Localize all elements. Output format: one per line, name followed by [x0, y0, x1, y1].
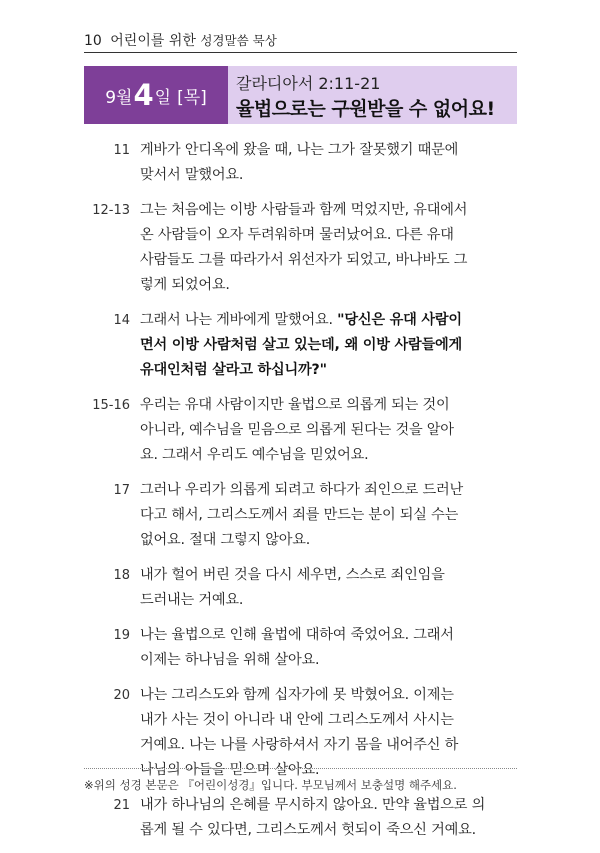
verse-number: 11	[113, 143, 130, 158]
verse-text-plain: 그래서 나는 게바에게 말했어요.	[140, 312, 338, 328]
verse-text: 내가 헐어 버린 것을 다시 세우면, 스스로 죄인임을 드러내는 거예요.	[140, 567, 445, 608]
verse-number: 15-16	[92, 398, 130, 413]
date-month: 9월	[105, 87, 133, 108]
running-head	[84, 30, 277, 50]
verse-number: 18	[113, 568, 130, 583]
page-title: 율법으로는 구원받을 수 없어요!	[236, 98, 495, 120]
verse-item	[84, 198, 524, 298]
verse-text: 그는 처음에는 이방 사람들과 함께 먹었지만, 유대에서 온 사람들이 오자 두려워하며 물러났어요. 다른 유대 사람들도 그를 따라가서 위선자가 되었고, 바나바도 그 렇게 되었어요.	[140, 202, 468, 293]
book-title-sub: 성경말씀 묵상	[200, 33, 277, 48]
verse-text: 나는 율법으로 인해 율법에 대하여 죽었어요. 그래서 이제는 하나님을 위해 살아요.	[140, 627, 454, 668]
verse-item	[84, 793, 524, 843]
verse-item	[84, 308, 524, 383]
verse-text: 내가 하나님의 은혜를 무시하지 않아요. 만약 율법으로 의 롭게 될 수 있다면, 그리스도께서 헛되이 죽으신 거예요.	[140, 797, 486, 838]
verse-list	[84, 138, 524, 853]
devotion-header	[84, 66, 517, 124]
header-rule	[84, 52, 517, 53]
verse-number: 14	[113, 313, 130, 328]
verse-number: 12-13	[92, 203, 130, 218]
book-title-main: 어린이를 위한	[110, 33, 196, 49]
footnote-divider	[84, 768, 517, 769]
date-day: 4	[133, 77, 154, 112]
verse-text: 나는 그리스도와 함께 십자가에 못 박혔어요. 이제는 내가 사는 것이 아니라 내 안에 그리스도께서 사시는 거예요. 나는 나를 사랑하셔서 자기 몸을 내어주신 하 나님의 아들을 믿으며 살아요.	[140, 687, 459, 778]
verse-number: 17	[113, 483, 130, 498]
verse-item	[84, 623, 524, 673]
verse-number: 20	[113, 688, 130, 703]
page-number: 10	[84, 33, 102, 49]
footnote: ※위의 성경 본문은 『어린이성경』입니다. 부모님께서 보충설명 해주세요.	[84, 778, 457, 792]
date-weekday: [목]	[177, 87, 207, 108]
verse-text: 그러나 우리가 의롭게 되려고 하다가 죄인으로 드러난 다고 해서, 그리스도께서 죄를 만드는 분이 되실 수는 없어요. 절대 그렇지 않아요.	[140, 482, 463, 548]
title-panel	[228, 66, 517, 124]
verse-item	[84, 393, 524, 468]
verse-number: 21	[113, 798, 130, 813]
verse-text: 게바가 안디옥에 왔을 때, 나는 그가 잘못했기 때문에 맞서서 말했어요.	[140, 142, 459, 183]
verse-text	[140, 308, 524, 383]
verse-quote-bold: "당신은 유대 사람이 면서 이방 사람처럼 살고 있는데, 왜 이방 사람들에게 유대인처럼 살라고 하십니까?"	[140, 312, 462, 378]
verse-item	[84, 563, 524, 613]
verse-text: 우리는 유대 사람이지만 율법으로 의롭게 되는 것이 아니라, 예수님을 믿음으로 의롭게 된다는 것을 알아 요. 그래서 우리도 예수님을 믿었어요.	[140, 397, 454, 463]
verse-item	[84, 138, 524, 188]
verse-number: 19	[113, 628, 130, 643]
date-day-suffix: 일	[154, 87, 172, 108]
date-badge	[84, 66, 228, 124]
scripture-reference: 갈라디아서 2:11-21	[236, 74, 381, 93]
verse-item	[84, 478, 524, 553]
